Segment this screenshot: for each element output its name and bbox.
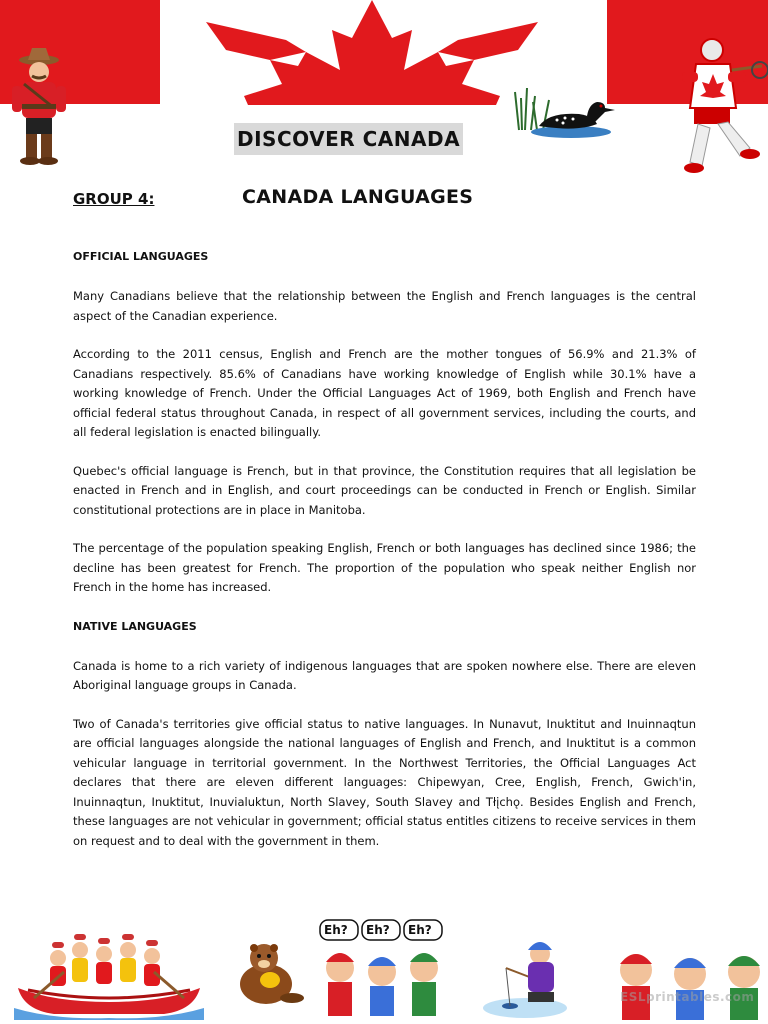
paragraph: Many Canadians believe that the relationship between the English and French languages is the central aspect of the Canadian experience. [73,289,696,323]
maple-leaf-icon [186,0,558,105]
section-heading-official: OFFICIAL LANGUAGES [73,250,209,263]
paragraph: Canada is home to a rich variety of indigenous languages that are spoken nowhere else. There are eleven Aboriginal language groups in Canada. [73,658,696,692]
ice-fisher-illustration [480,928,570,1020]
paragraph: According to the 2011 census, English and French are the mother tongues of 56.9% and 21.3% of Canadians respectively. 85.6% of Canadians have working knowledge of English while 30.1% have a working knowledge of French. Under the Official Languages Act of 1969, both English and French have official federal status throughout Canada, in respect of all government services, including the courts, and all federal legislation is enacted bilingually. [73,347,696,439]
beaver-illustration [226,940,306,1006]
paragraph: Quebec's official language is French, but in that province, the Constitution requires that all legislation be enacted in French and in English, and court proceedings can be conducted in French or English. Similar constitutional protections are in place in Manitoba. [73,463,696,517]
speech-bubble-1: Eh? [324,923,348,937]
speech-bubble-3: Eh? [408,923,432,937]
page-title: DISCOVER CANADA [234,123,463,155]
raft-illustration [14,928,204,1020]
watermark: ESLprintables.com [620,990,755,1004]
section-heading-native: NATIVE LANGUAGES [73,619,197,633]
paragraph: Two of Canada's territories give official status to native languages. In Nunavut, Inuktitut and Inuinnaqtun are official languages alongside the national languages of English and French, and Inuktitut is a common vehicular language in territorial government. In the Northwest Territories, the Official Languages Act declares that there are eleven different languages: Chipewyan, Cree, English, French, Gwich'in, Inuinnaqtun, Inuktitut, Inuvialuktun, North Slavey, South Slavey and Tłįchǫ. Besides English and French, these languages are not vehicular in government; official status entitles citizens to receive services in them on request and to deal with the government in them. [73,716,696,848]
group-label: GROUP 4: [73,190,155,208]
eh-kids-illustration [318,918,446,1018]
mountie-illustration [8,48,70,168]
loon-illustration [505,82,635,154]
speech-bubble-2: Eh? [366,923,390,937]
lacrosse-player-illustration [664,36,768,180]
three-kids-illustration [612,940,768,1020]
group-title: CANADA LANGUAGES [242,186,474,208]
document-body [73,247,696,851]
paragraph: The percentage of the population speaking English, French or both languages has declined since 1986; the decline has been greatest for French. The proportion of the population who speak neither English nor French in the home has increased. [73,541,696,594]
